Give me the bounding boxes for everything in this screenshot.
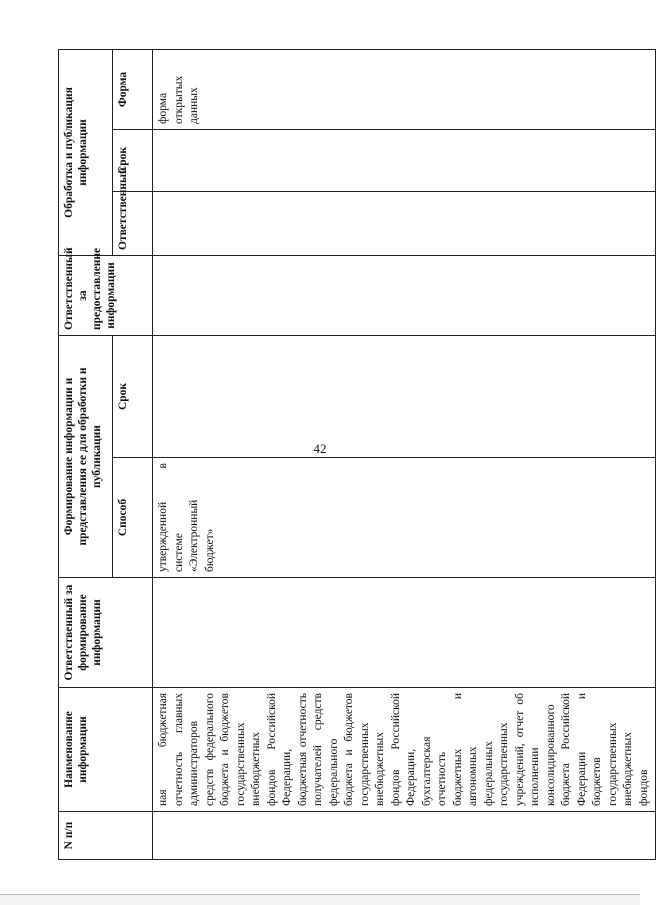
- header-proc-term: Срок: [113, 130, 153, 192]
- header-num: N п/п: [59, 812, 153, 860]
- cell-name-text: ная бюджетная отчетность главных администраторов средств федерального бюджета и бюджетов государственных внебюджетных фондов Российской Федерации, бюджетная отчетность получателей средств федерального бюджета и бюджетов государственных внебюджетных фондов Российской Федерации, бухгалтерская отчетность бюджетных и автономных федеральных государственных учреждений, отчет об исполнении консолидированного бюджета Российской Федерации и бюджетов государственных внебюджетных фондов: [157, 693, 650, 806]
- cell-resp-form: [153, 578, 656, 688]
- rotated-table-sheet: [58, 50, 650, 860]
- header-method: Способ: [113, 458, 153, 578]
- cell-name: [153, 688, 656, 812]
- cell-proc-term: [153, 130, 656, 192]
- cell-resp-provide: [153, 256, 656, 336]
- cell-method: утвержденной в системе «Электронный бюджет»: [153, 458, 656, 578]
- header-form-group: Формирование информации и представления ее для обработки и публикации: [59, 336, 113, 578]
- header-name: Наименование информации: [59, 688, 153, 812]
- cell-resp: [153, 192, 656, 256]
- header-term: Срок: [113, 336, 153, 458]
- data-table: [58, 49, 656, 860]
- header-resp-provide: Ответственный за предоставление информации: [59, 256, 153, 336]
- header-form: Форма: [113, 49, 153, 129]
- cell-form: форма открытых данных: [153, 49, 656, 129]
- page-number: 42: [313, 441, 327, 456]
- header-resp: Ответственный: [113, 192, 153, 256]
- page-bottom-edge: [0, 894, 640, 905]
- header-resp-form: Ответственный за формирование информации: [59, 578, 153, 688]
- table-row: [153, 49, 656, 859]
- header-proc-group: Обработка и публикация информации: [59, 49, 113, 255]
- cell-term: [153, 336, 656, 458]
- cell-num: [153, 812, 656, 860]
